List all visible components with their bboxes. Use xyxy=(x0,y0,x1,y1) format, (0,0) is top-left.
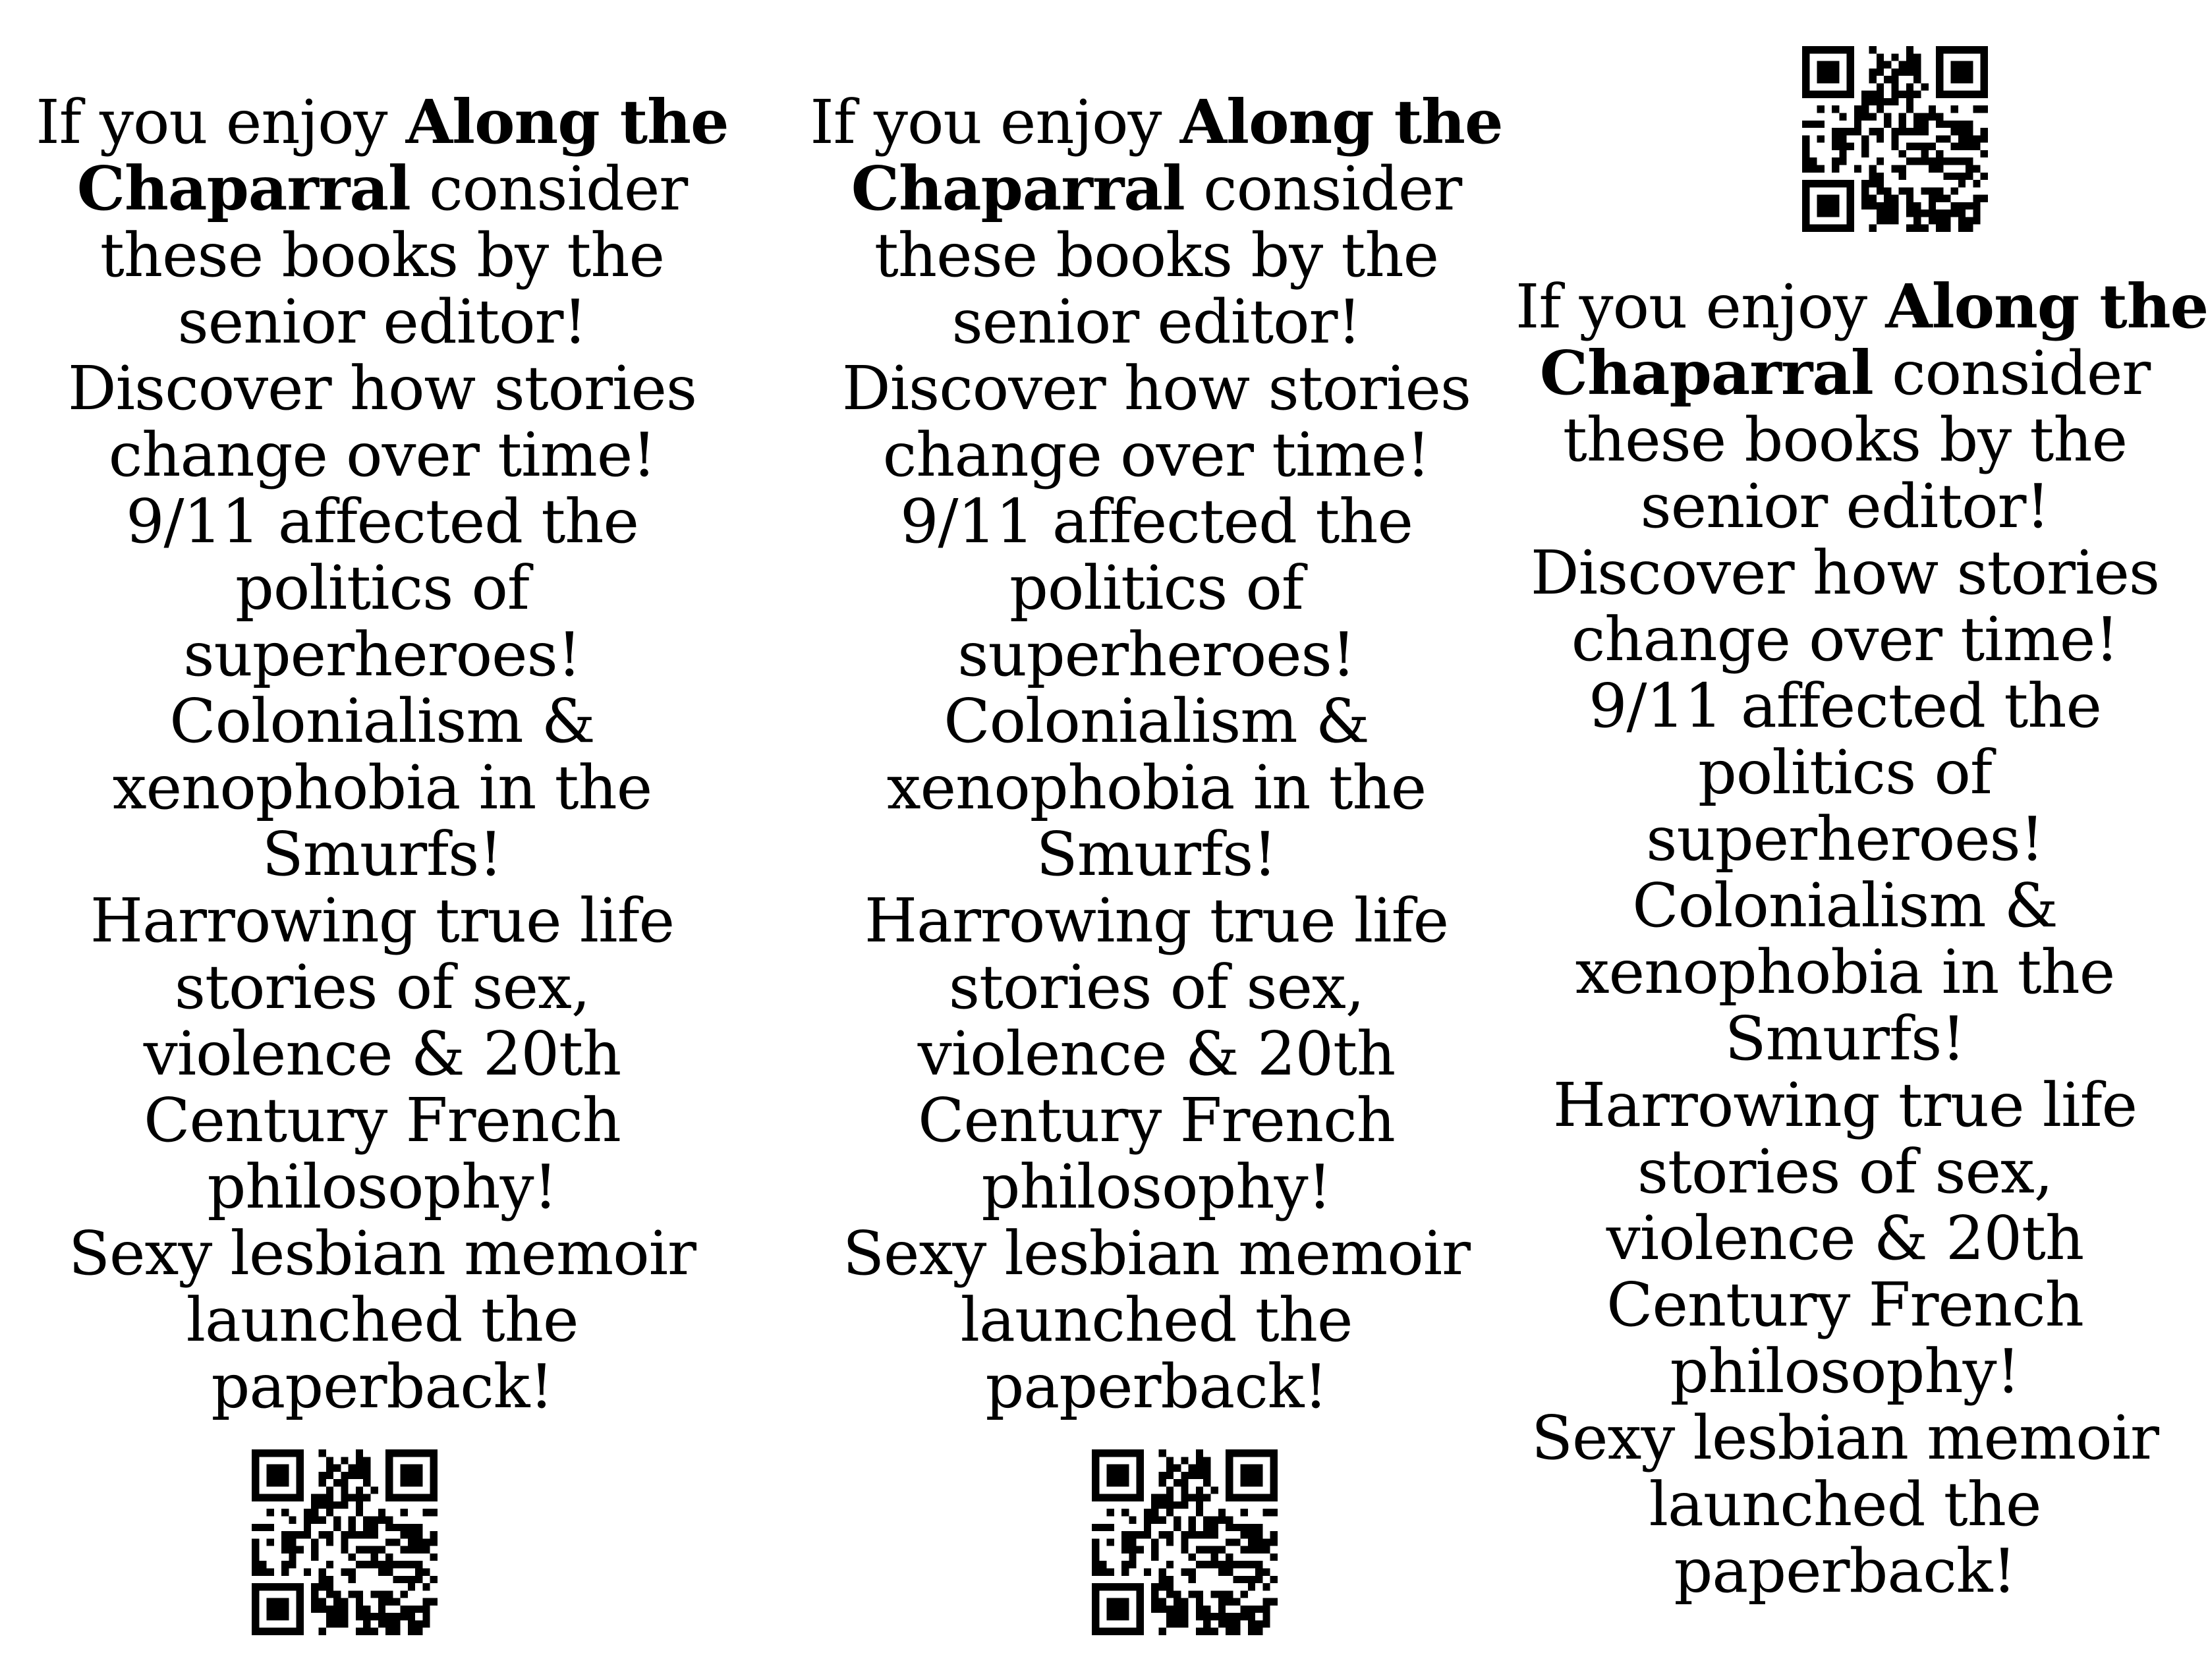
promo-line: Century French xyxy=(1606,1270,2083,1340)
promo-line: paperback! xyxy=(1674,1536,2016,1606)
book-title: Chaparral xyxy=(76,153,410,224)
promo-line: politics of xyxy=(1009,553,1303,623)
bookmark-middle xyxy=(791,86,1522,1422)
promo-line: stories of sex, xyxy=(1637,1136,2053,1207)
promo-line: Sexy lesbian memoir xyxy=(68,1218,696,1289)
promo-line: xenophobia in the xyxy=(112,752,652,823)
promo-line: Discover how stories xyxy=(67,353,697,424)
promo-line: these books by the xyxy=(1562,405,2128,475)
promo-line: Century French xyxy=(918,1085,1395,1156)
promo-line: 9/11 affected the xyxy=(126,486,638,557)
intro-line-2: Chaparral consider xyxy=(1539,337,2151,408)
promo-line: violence & 20th xyxy=(1606,1203,2084,1274)
promo-line: 9/11 affected the xyxy=(1589,671,2101,741)
promo-line: Harrowing true life xyxy=(90,885,675,956)
promo-line: senior editor! xyxy=(1640,471,2050,542)
promo-line: superheroes! xyxy=(957,619,1355,690)
promo-line: senior editor! xyxy=(951,287,1361,357)
intro-line-1: If you enjoy Along the xyxy=(1515,271,2208,342)
promo-line: Discover how stories xyxy=(1530,538,2160,608)
book-title: Chaparral xyxy=(1539,337,1873,408)
promo-line: paperback! xyxy=(985,1351,1328,1422)
bookmark-right xyxy=(1515,271,2208,1606)
promo-line: stories of sex, xyxy=(174,952,590,1022)
intro-line-1: If you enjoy Along the xyxy=(810,86,1503,157)
promo-line: Colonialism & xyxy=(1632,870,2058,941)
promo-line: philosophy! xyxy=(981,1152,1332,1222)
promo-line: politics of xyxy=(235,553,529,623)
promo-line: Colonialism & xyxy=(169,686,595,756)
promo-line: Sexy lesbian memoir xyxy=(1531,1403,2159,1473)
promo-lines xyxy=(1515,406,2174,1604)
qr-code-icon xyxy=(1802,46,1988,232)
promo-line: Harrowing true life xyxy=(864,885,1449,956)
promo-line: Century French xyxy=(144,1085,621,1156)
promo-line: philosophy! xyxy=(1670,1336,2020,1407)
promo-line: 9/11 affected the xyxy=(900,486,1413,557)
promo-lines xyxy=(791,222,1522,1420)
promo-line: Smurfs! xyxy=(1724,1003,1966,1074)
promo-line: Smurfs! xyxy=(262,819,503,889)
promo-line: change over time! xyxy=(1571,604,2119,675)
promo-line: Harrowing true life xyxy=(1552,1070,2137,1140)
book-title: Chaparral xyxy=(851,153,1185,224)
promo-line: stories of sex, xyxy=(948,952,1365,1022)
promo-line: philosophy! xyxy=(207,1152,557,1222)
promo-line: paperback! xyxy=(211,1351,553,1422)
promo-line: launched the xyxy=(186,1285,579,1355)
qr-code-icon xyxy=(252,1449,438,1635)
promo-line: launched the xyxy=(960,1285,1353,1355)
book-title: Along the xyxy=(1885,271,2208,342)
promo-line: Smurfs! xyxy=(1036,819,1277,889)
promo-line: xenophobia in the xyxy=(886,752,1427,823)
book-title: Along the xyxy=(405,86,729,157)
promo-line: violence & 20th xyxy=(917,1019,1396,1089)
intro-line-1: If you enjoy Along the xyxy=(36,86,729,157)
promo-line: superheroes! xyxy=(1646,804,2044,874)
qr-code-icon xyxy=(1092,1449,1278,1635)
intro-line-2: Chaparral consider xyxy=(76,153,688,224)
promo-line: launched the xyxy=(1649,1469,2041,1540)
promo-line: these books by the xyxy=(874,220,1439,291)
book-title: Along the xyxy=(1179,86,1503,157)
intro-line-2: Chaparral consider xyxy=(851,153,1462,224)
promo-lines xyxy=(0,222,764,1420)
promo-line: superheroes! xyxy=(183,619,581,690)
promo-line: senior editor! xyxy=(177,287,587,357)
promo-line: politics of xyxy=(1698,737,1992,808)
promo-line: change over time! xyxy=(882,420,1430,490)
promo-line: these books by the xyxy=(99,220,665,291)
promo-line: Sexy lesbian memoir xyxy=(842,1218,1471,1289)
promo-line: violence & 20th xyxy=(143,1019,621,1089)
promo-line: change over time! xyxy=(108,420,656,490)
promo-line: Colonialism & xyxy=(944,686,1369,756)
bookmark-left xyxy=(0,86,764,1422)
promo-line: Discover how stories xyxy=(841,353,1471,424)
promo-line: xenophobia in the xyxy=(1575,937,2115,1007)
